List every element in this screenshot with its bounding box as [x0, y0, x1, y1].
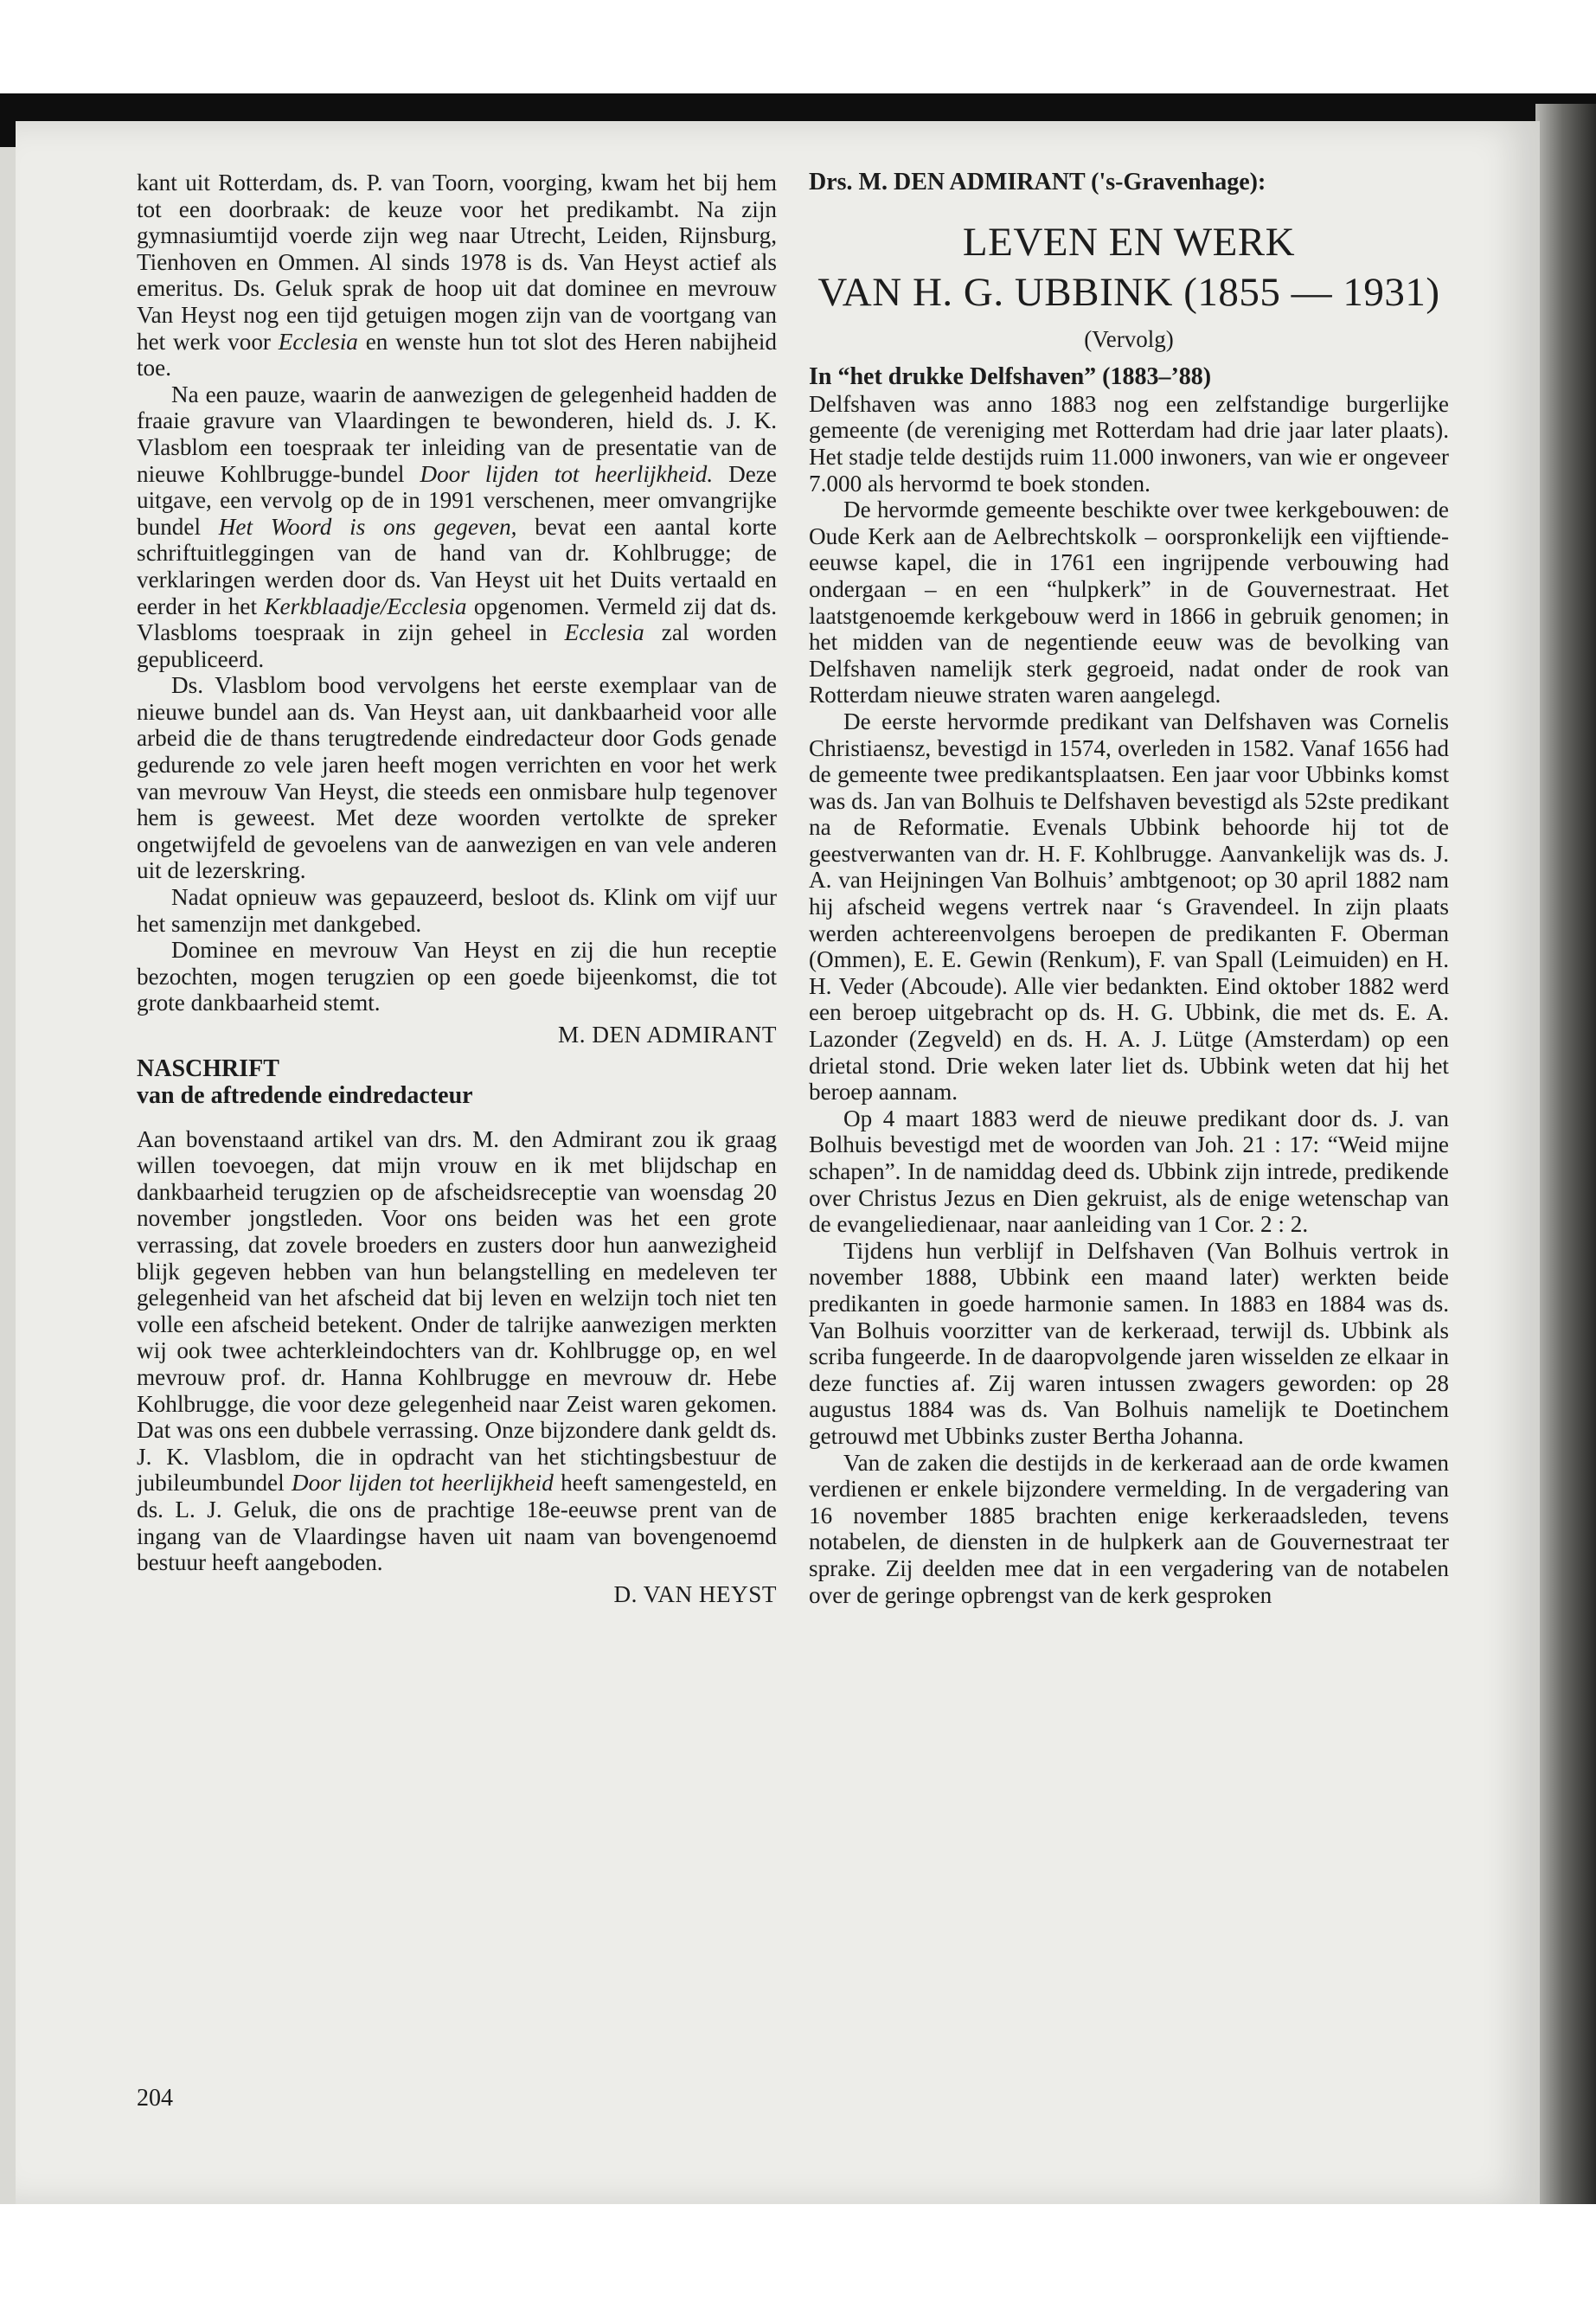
paragraph: Na een pauze, waarin de aanwezigen de gelegenheid hadden de fraaie gravure van Vlaardingen te bewonderen, hield ds. J. K. Vlasblom een toespraak ter inleiding van de presentatie van de nieuwe Kohlbrugge-bundel Door lijden tot heerlijkheid. Deze uitgave, een vervolg op de in 1991 verschenen, meer omvangrijke bundel Het Woord is ons gegeven, bevat een aantal korte schriftuitleggingen van de hand van dr. Kohlbrugge; de verklaringen werden door ds. Van Heyst uit het Duits vertaald en eerder in het Kerkblaadje/Ecclesia opgenomen. Vermeld zij dat ds. Vlasbloms toespraak in zijn geheel in Ecclesia zal worden gepubliceerd. — [137, 381, 778, 672]
paragraph: Op 4 maart 1883 werd de nieuwe predikant door ds. J. van Bolhuis bevestigd met de woorden van Joh. 21 : 17: “Weid mijne schapen”. In de namiddag deed ds. Ubbink zijn intrede, predikende over Christus Jezus en Dien gekruist, als de enige wetenschap van de evangeliedienaar, naar aanleiding van 1 Cor. 2 : 2. — [809, 1105, 1449, 1238]
page — [16, 121, 1540, 2204]
signature: D. VAN HEYST — [613, 1580, 777, 1607]
paragraph: Tijdens hun verblijf in Delfshaven (Van Bolhuis vertrok in november 1888, Ubbink een maand later) werkten beide predikanten in goede harmonie samen. In 1883 en 1884 was ds. Van Bolhuis voorzitter van de kerkeraad, terwijl ds. Ubbink als scriba fungeerde. In de daaropvolgende jaren wisselden ze elkaar in deze functies af. Zij waren intussen zwagers geworden: op 28 augustus 1884 was ds. Van Bolhuis namelijk te Doetinchem getrouwd met Ubbinks zuster Bertha Johanna. — [809, 1237, 1449, 1449]
left-column — [137, 170, 777, 1614]
paragraph: Dominee en mevrouw Van Heyst en zij die hun receptie bezochten, mogen terugzien op een goede bijeenkomst, die tot grote dankbaarheid stemt. — [137, 937, 777, 1016]
naschrift-heading: NASCHRIFT — [137, 1054, 279, 1082]
book-spine — [1535, 104, 1596, 2204]
article-title: LEVEN EN WERK — [962, 219, 1296, 265]
paragraph: De hervormde gemeente beschikte over twee kerkgebouwen: de Oude Kerk aan de Aelbrechtskolk – oorspronkelijk een vijftiende-eeuwse kapel, die in 1761 een ingrijpende verbouwing had ondergaan – en een “hulpkerk” in de Gouvernestraat. Het laatstgenoemde kerkgebouw werd in 1866 in gebruik genomen; in het midden van de negentiende eeuw was de bevolking van Delfshaven namelijk sterk gegroeid, nadat onder de rook van Rotterdam nieuwe straten waren aangelegd. — [809, 497, 1449, 708]
naschrift-subheading: van de aftredende eindredacteur — [137, 1081, 473, 1109]
paragraph: kant uit Rotterdam, ds. P. van Toorn, voorging, kwam het bij hem tot een doorbraak: de keuze voor het predikambt. Na zijn gymnasiumtijd voerde zijn weg naar Utrecht, Leiden, Rijnsburg, Tienhoven en Ommen. Al sinds 1978 is ds. Van Heyst actief als emeritus. Ds. Geluk sprak de hoop uit dat dominee en mevrouw Van Heyst nog een tijd getuigen mogen zijn van de voortgang van het werk voor Ecclesia en wenste hun tot slot des Heren nabijheid toe. — [137, 170, 778, 381]
paragraph: Van de zaken die destijds in de kerkeraad aan de orde kwamen verdienen er enkele bijzondere vermelding. In de vergadering van 16 november 1885 brachten enige kerkeraadsleden, tevens notabelen, de diensten in de hulpkerk aan de Gouvernestraat ter sprake. Zij deelden mee dat in een vergadering van de notabelen over de geringe opbrengst van de kerk gesproken — [809, 1449, 1449, 1608]
right-column — [809, 170, 1449, 1608]
paragraph: Delfshaven was anno 1883 nog een zelfstandige burgerlijke gemeente (de vereniging met Rotterdam had drie jaar later plaats). Het stadje telde destijds ruim 11.000 inwoners, van wie er ongeveer 7.000 als hervormd te boek stonden. — [809, 390, 1449, 497]
scan-top-margin — [0, 0, 1596, 102]
article-title: VAN H. G. UBBINK (1855 — 1931) — [817, 269, 1440, 315]
signature: M. DEN ADMIRANT — [558, 1022, 777, 1048]
section-heading: In “het drukke Delfshaven” (1883–’88) — [809, 363, 1212, 391]
paragraph: Aan bovenstaand artikel van drs. M. den Admirant zou ik graag willen toevoegen, dat mijn vrouw en ik met blijdschap en dankbaarheid terugzien op de afscheidsreceptie van woensdag 20 november jongstleden. Voor ons beiden was het een grote verrassing, dat zovele broeders en zusters door hun aanwezigheid blijk gegeven hebben van hun belangstelling en medeleven ter gelegenheid van het afscheid dat bij leven en welzijn toch niet ten volle een afscheid betekent. Onder de talrijke aanwezigen merkten wij ook twee achterkleindochters van dr. Kohlbrugge op, en wel mevrouw prof. dr. Hanna Kohlbrugge en mevrouw dr. Hebe Kohlbrugge, die voor deze gelegenheid naar Zeist waren gekomen. Dat was ons een dubbele verrassing. Onze bijzondere dank geldt ds. J. K. Vlasblom, die in opdracht van het stichtingsbestuur de jubileumbundel Door lijden tot heerlijkheid heeft samengesteld, en ds. L. J. Geluk, die ons de prachtige 18e-eeuwse prent van de ingang van de Vlaardingse haven uit naam van bovengenoemd bestuur heeft aangeboden. — [137, 1125, 778, 1576]
paragraph: De eerste hervormde predikant van Delfshaven was Cornelis Christiaensz, bevestigd in 1574, overleden in 1582. Vanaf 1656 had de gemeente twee predikantsplaatsen. Een jaar voor Ubbinks komst was ds. Jan van Bolhuis te Delfshaven bevestigd als 52ste predikant na de Reformatie. Evenals Ubbink behoorde hij tot de geestverwanten van dr. H. F. Kohlbrugge. Aanvankelijk was ds. J. A. van Heijningen Van Bolhuis’ ambtgenoot; op 30 april 1882 nam hij afscheid wegens vertrek naar ‘s Gravendeel. In zijn plaats werden achtereenvolgens beroepen de predikanten F. Oberman (Ommen), E. E. Gewin (Renkum), F. van Spall (Leimuiden) en H. H. Veder (Abcoude). Alle vier bedankten. Eind oktober 1882 werd een beroep uitgebracht op ds. H. G. Ubbink, die met ds. E. A. Lazonder (Zegveld) en ds. H. A. J. Lütge (Amsterdam) op een drietal stond. Drie weken later liet ds. Ubbink weten dat hij het beroep aannam. — [809, 708, 1449, 1106]
paragraph: Ds. Vlasblom bood vervolgens het eerste exemplaar van de nieuwe bundel aan ds. Van Heyst aan, uit dankbaarheid voor alle arbeid die de thans terugtredende eindredacteur door Gods genade gedurende zo vele jaren heeft mogen verrichten en voor het werk van mevrouw Van Heyst, die steeds een onmisbare hulp tegenover hem is geweest. Met deze woorden vertolkte de spreker ongetwijfeld de gevoelens van de aanwezigen en van vele anderen uit de lezerskring. — [137, 672, 777, 884]
page-number: 204 — [137, 2085, 173, 2112]
scan-bottom-margin — [0, 2204, 1596, 2301]
article-author: Drs. M. DEN ADMIRANT ('s-Gravenhage): — [809, 169, 1266, 195]
continuation-note: (Vervolg) — [1084, 325, 1174, 352]
paragraph: Nadat opnieuw was gepauzeerd, besloot ds. Klink om vijf uur het samenzijn met dankgebed. — [137, 884, 777, 937]
